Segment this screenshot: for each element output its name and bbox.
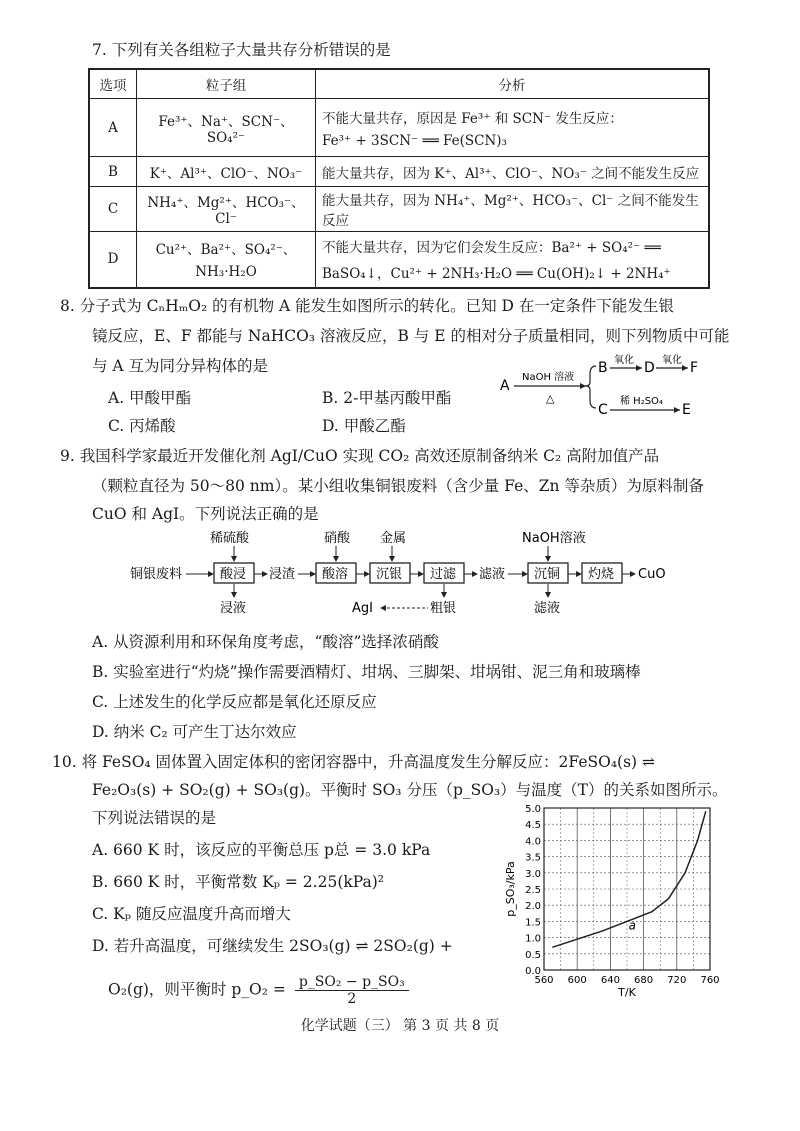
x-tick-label: 760 [700,975,720,986]
scheme-reagent: NaOH 溶液 [522,372,575,383]
fraction-denominator: 2 [347,991,357,1007]
q10-option-d: D. 若升高温度，可继续发生 2SO₃(g) ⇌ 2SO₂(g) + [92,937,453,955]
ions-line: NH₃·H₂O [195,264,257,281]
flow-step-acid-leach: 酸浸 [220,567,247,582]
header-ions: 粒子组 [137,69,316,99]
flow-agi: AgI [352,601,373,616]
x-tick-label: 560 [534,975,554,986]
row-analysis: 能大量共存，因为 NH₄⁺、Mg²⁺、HCO₃⁻、Cl⁻ 之间不能发生反应 [316,187,710,232]
chart-grid [544,808,710,970]
table-row [89,232,709,288]
x-tick-label: 640 [600,975,620,986]
q8-line3: 与 A 互为同分异构体的是 [92,357,269,375]
q8-option-c: C. 丙烯酸 [108,417,176,435]
scheme-E: E [682,402,691,418]
scheme-ox2: 氧化 [662,355,682,366]
scheme-acid: 稀 H₂SO₄ [620,396,663,407]
chart-x-label: T/K [618,986,636,999]
page-footer: 化学试题（三） 第 3 页 共 8 页 [300,1018,500,1034]
table-row [89,99,709,157]
ions-line: Cu²⁺、Ba²⁺、SO₄²⁻、 [155,242,297,259]
row-ions: NH₄⁺、Mg²⁺、HCO₃⁻、Cl⁻ [137,187,316,232]
chart-annotation: a [628,918,637,933]
scheme-ox1: 氧化 [614,355,634,366]
q9-line1: 9. 我国科学家最近开发催化剂 AgI/CuO 实现 CO₂ 高效还原制备纳米 C₂ 高附加值产品 [60,447,660,465]
q8-reaction-scheme [496,352,716,424]
y-tick-label: 1.5 [525,917,541,929]
flow-mid1: 浸渣 [269,567,296,582]
scheme-A: A [500,378,510,394]
chart-y-label: p_SO₃/kPa [504,861,517,917]
scheme-B: B [598,360,608,376]
flow-end: CuO [638,567,666,582]
fraction-numerator: p_SO₂ − p_SO₃ [295,974,409,991]
x-tick-label: 600 [567,975,587,986]
q8-line2: 镜反应，E、F 都能与 NaHCO₃ 溶液反应，B 与 E 的相对分子质量相同，则下列物质中可能 [92,327,730,345]
q9-option-a: A. 从资源利用和环保角度考虑，“酸溶”选择浓硝酸 [92,633,439,651]
x-tick-label: 720 [667,975,687,986]
option-d-prefix: O₂(g)，则平衡时 p_O₂ = [108,980,286,999]
q9-flowchart [130,528,690,618]
q7-table [88,68,710,289]
analysis-line: 不能大量共存，原因是 Fe³⁺ 和 SCN⁻ 发生反应： [322,110,623,127]
row-option: B [89,157,137,187]
y-tick-label: 4.5 [525,820,541,832]
scheme-D: D [644,360,655,376]
scheme-C: C [598,402,608,418]
q9-option-c: C. 上述发生的化学反应都是氧化还原反应 [92,693,377,711]
row-ions: Fe³⁺、Na⁺、SCN⁻、SO₄²⁻ [137,99,316,157]
y-tick-label: 3.5 [525,852,541,864]
table-row [89,187,709,232]
flow-bot5: 滤液 [534,601,561,616]
y-tick-label: 4.0 [525,836,541,848]
analysis-line: Fe³⁺ + 3SCN⁻ ══ Fe(SCN)₃ [322,132,507,149]
q7-stem: 7. 下列有关各组粒子大量共存分析错误的是 [92,41,391,59]
y-tick-label: 2.0 [525,901,541,913]
x-tick-label: 680 [634,975,654,986]
row-option: C [89,187,137,232]
flow-top1: 稀硫酸 [210,531,250,546]
q9-option-b: B. 实验室进行“灼烧”操作需要酒精灯、坩埚、三脚架、坩埚钳、泥三角和玻璃棒 [92,663,641,681]
flow-step-precip-silver: 沉银 [376,567,403,582]
scheme-F: F [690,360,699,376]
row-option: A [89,99,137,157]
chart-x-ticks [534,975,719,986]
q8-line1: 8. 分子式为 CₙHₘO₂ 的有机物 A 能发生如图所示的转化。已知 D 在一定条件下能发生银 [60,297,674,315]
flow-step-acid-dissolve: 酸溶 [322,567,349,582]
flow-step-filter: 过滤 [430,567,457,582]
flow-top3: 金属 [380,531,407,546]
q10-option-a: A. 660 K 时，该反应的平衡总压 p总 = 3.0 kPa [92,841,431,859]
table-row [89,157,709,187]
y-tick-label: 2.5 [525,885,541,896]
analysis-line: BaSO₄↓，Cu²⁺ + 2NH₃·H₂O ══ Cu(OH)₂↓ + 2NH₄⁺ [322,266,671,283]
y-tick-label: 0.5 [525,949,541,961]
flow-step-precip-copper: 沉铜 [534,567,561,582]
q10-option-c: C. Kₚ 随反应温度升高而增大 [92,905,291,923]
row-option: D [89,232,137,288]
fraction [295,974,409,1007]
y-tick-label: 0.0 [525,966,541,977]
flow-step-calcine: 灼烧 [588,567,615,582]
flow-top2: 硝酸 [324,531,351,546]
table-header-row [89,69,709,99]
row-analysis [316,99,710,157]
chart-y-ticks [525,804,541,977]
q9-line3: CuO 和 AgI。下列说法正确的是 [92,505,319,523]
flow-top5: NaOH溶液 [522,531,586,546]
q10-chart [500,798,720,1008]
flow-bot1: 浸液 [220,601,247,616]
scheme-cond: △ [546,392,555,405]
q8-option-d: D. 甲酸乙酯 [322,417,406,435]
q10-line1: 10. 将 FeSO₄ 固体置入固定体积的密闭容器中，升高温度发生分解反应：2FeSO₄(s) ⇌ [52,753,655,771]
flow-start: 铜银废料 [130,567,183,582]
q9-line2: （颗粒直径为 50～80 nm）。某小组收集铜银废料（含少量 Fe、Zn 等杂质）为原料制备 [92,477,704,495]
row-analysis: 能大量共存，因为 K⁺、Al³⁺、ClO⁻、NO₃⁻ 之间不能发生反应 [316,157,710,187]
y-tick-label: 1.0 [525,933,541,945]
header-analysis: 分析 [316,69,710,99]
row-ions: K⁺、Al³⁺、ClO⁻、NO₃⁻ [137,157,316,187]
analysis-line: 不能大量共存，因为它们会发生反应：Ba²⁺ + SO₄²⁻ ══ [322,240,661,257]
q10-line2: Fe₂O₃(s) + SO₂(g) + SO₃(g)。平衡时 SO₃ 分压（p_SO₃）与温度（T）的关系如图所示。 [92,781,728,799]
q10-line3: 下列说法错误的是 [92,809,217,827]
y-tick-label: 5.0 [525,804,541,815]
header-option: 选项 [89,69,137,99]
q9-option-d: D. 纳米 C₂ 可产生丁达尔效应 [92,723,297,741]
row-ions [137,232,316,288]
q10-option-b: B. 660 K 时，平衡常数 Kₚ = 2.25(kPa)² [92,873,384,891]
flow-mid2: 滤液 [479,567,506,582]
flow-bot4: 粗银 [430,601,457,616]
y-tick-label: 3.0 [525,868,541,880]
q8-option-a: A. 甲酸甲酯 [108,389,192,407]
q10-option-d-cont [108,974,409,1007]
q8-option-b: B. 2-甲基丙酸甲酯 [322,389,452,407]
row-analysis [316,232,710,288]
